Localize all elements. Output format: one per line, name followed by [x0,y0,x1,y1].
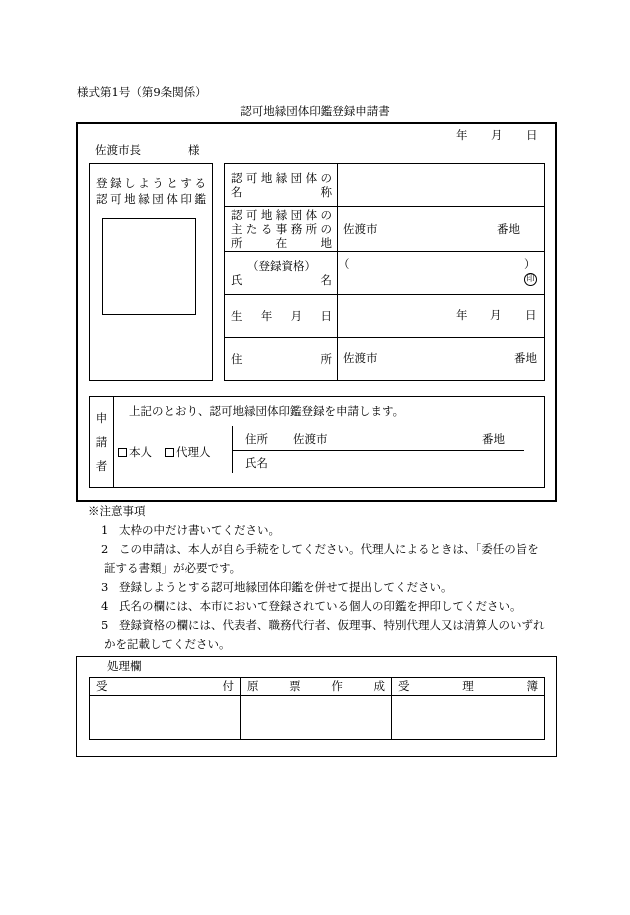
field-label-group-name [225,164,338,206]
processing-cell-ledger-created [241,696,392,739]
address-suffix: 番地 [514,351,537,365]
paren-close: ） [524,257,536,271]
note-line: 登録資格の欄には、代表者、職務代行者、仮理事、特別代理人又は清算人のいずれ [119,618,545,632]
applicant-address-suffix: 番地 [482,432,505,446]
field-label-office-address [225,207,338,251]
address-city: 佐渡市 [343,351,378,365]
note-number: 4 [101,599,109,613]
processing-col-header-receipt-register: 受 理 簿 [392,678,544,696]
side-label-char: 請 [95,435,108,449]
processing-cell-received [90,696,241,739]
birth-month-label: 月 [490,308,502,322]
note-item [88,616,628,654]
processing-col-header-ledger-created: 原 票 作 成 [241,678,392,696]
field-row-office-address [225,207,544,252]
circled-seal-mark-icon: 印 [524,273,537,286]
checkbox-principal-label: 本人 [129,445,152,459]
note-line: 太枠の中だけ書いてください。 [119,523,280,537]
processing-table [89,677,545,740]
note-number: 3 [101,580,109,594]
checkbox-agent[interactable] [165,448,174,457]
note-number: 2 [101,542,109,556]
field-row-birth-date [225,295,544,338]
field-row-address [225,338,544,380]
processing-heading: 処理欄 [107,659,142,673]
applicant-address-city: 佐渡市 [293,432,328,446]
field-value-address [338,338,544,380]
notes-heading: ※注意事項 [88,504,146,518]
addressee-name: 佐渡市長 [95,143,141,157]
office-address-suffix: 番地 [497,222,520,236]
qualification-label: （登録資格） [247,259,316,273]
processing-box [76,656,557,757]
birth-day-label: 日 [525,308,537,322]
field-value-birth-date [338,295,544,337]
form-title: 認可地縁団体印鑑登録申請書 [240,104,390,118]
processing-col-header-received: 受 付 [90,678,241,696]
field-label-line: 名 称 [231,185,332,199]
side-label-char: 申 [95,411,108,425]
seal-box-label-line: 登録しようとする [96,176,206,190]
field-row-applicant-name [225,252,544,295]
note-line: 証する書類」が必要です。 [104,561,242,575]
field-value-office-address [338,207,544,251]
field-value-group-name [338,164,544,206]
seal-box [89,163,213,381]
field-label-applicant-name [225,252,338,294]
paren-open: （ [338,257,350,271]
field-value-applicant-name [338,252,544,294]
birth-year-label: 年 [456,308,468,322]
seal-box-label-line: 認可地縁団体印鑑 [96,192,206,206]
note-item [88,540,628,578]
office-address-city: 佐渡市 [343,222,378,236]
note-line: 登録しようとする認可地縁団体印鑑を併せて提出してください。 [119,580,453,594]
processing-cell-receipt-register [392,696,544,739]
field-label-birth-date [225,295,338,337]
application-frame [76,122,557,502]
note-item [88,521,628,540]
field-label-line: 認可地縁団体の [231,208,332,222]
birth-date-label: 生 年 月 日 [231,309,332,323]
date-month-label: 月 [491,128,503,142]
fields-table [224,163,545,381]
checkbox-agent-label: 代理人 [176,445,211,459]
field-label-address [225,338,338,380]
form-number: 様式第1号（第9条関係） [77,85,207,99]
address-label: 住 所 [231,352,332,366]
applicant-box [89,396,545,488]
note-number: 5 [101,618,109,632]
note-line: 氏名の欄には、本市において登録されている個人の印鑑を押印してください。 [119,599,522,613]
addressee-honorific: 様 [188,143,200,157]
checkbox-principal[interactable] [118,448,127,457]
field-label-line: 主たる事務所の [231,222,332,236]
field-label-line: 認可地縁団体の [231,171,332,185]
note-number: 1 [101,523,109,537]
applicant-address-label: 住所 [245,432,268,446]
side-label-char: 者 [95,459,108,473]
notes-section [88,502,628,654]
applicant-side-label [90,397,114,487]
applicant-statement: 上記のとおり、認可地縁団体印鑑登録を申請します。 [129,404,405,418]
note-item [88,578,628,597]
note-line: かを記載してください。 [104,637,231,651]
note-line: この申請は、本人が自ら手続をしてください。代理人によるときは、「委任の旨を [119,542,539,556]
name-label: 氏 名 [231,273,332,287]
note-item [88,597,628,616]
field-label-line: 所 在 地 [231,236,332,250]
date-year-label: 年 [456,128,468,142]
applicant-name-label: 氏名 [245,456,268,470]
field-row-group-name [225,164,544,207]
date-day-label: 日 [526,128,538,142]
seal-impression-area [102,218,196,315]
applicant-address-underline [232,450,524,451]
